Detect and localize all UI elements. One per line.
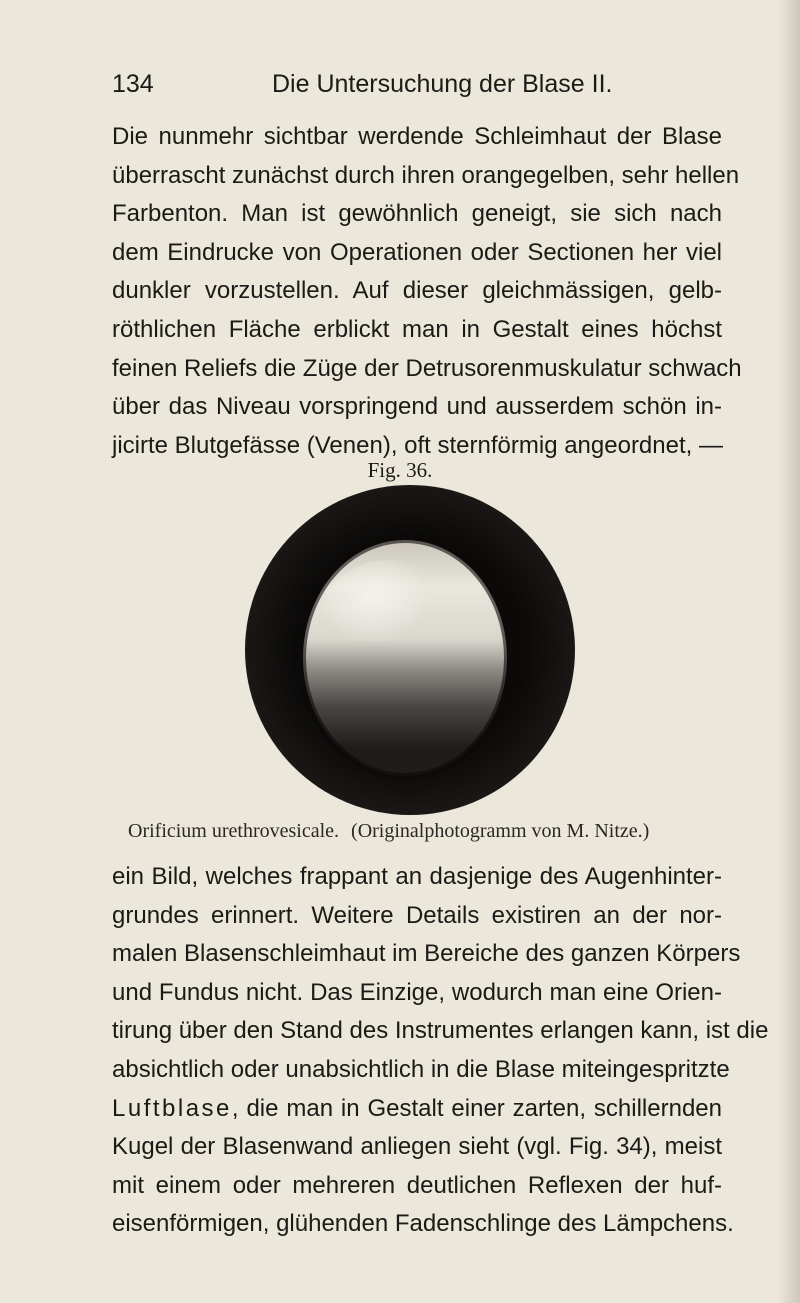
text-line: grundes erinnert. Weitere Details existiren an der nor-	[112, 901, 722, 929]
light-reflex	[320, 560, 460, 680]
text-line: Luftblase, die man in Gestalt einer zarten, schillernden	[112, 1094, 722, 1122]
figure-label: Fig. 36.	[367, 458, 433, 482]
text-line: über das Niveau vorspringend und ausserdem schön in-	[112, 393, 722, 421]
text-line: überrascht zunächst durch ihren orangegelben, sehr hellen	[112, 161, 740, 189]
text-line: dunkler vorzustellen. Auf dieser gleichmässigen, gelb-	[112, 277, 722, 305]
text-line: Farbenton. Man ist gewöhnlich geneigt, sie sich nach	[112, 200, 722, 228]
figure-caption	[128, 820, 728, 843]
text-line: ein Bild, welches frappant an dasjenige des Augenhinter-	[112, 863, 722, 890]
text-line: jicirte Blutgefässe (Venen), oft sternförmig angeordnet, —	[112, 431, 723, 459]
text-line: röthlichen Fläche erblickt man in Gestalt eines höchst	[112, 315, 722, 343]
text-line: dem Eindrucke von Operationen oder Sectionen her viel	[112, 238, 722, 266]
caption-title: Orificium urethrovesicale.	[128, 820, 340, 842]
text-line: und Fundus nicht. Das Einzige, wodurch man eine Orien-	[112, 978, 722, 1006]
running-header	[112, 64, 712, 104]
emphasized-word: Luftblase	[112, 1094, 232, 1122]
caption-credit: (Originalphotogramm von M. Nitze.)	[351, 820, 650, 842]
text-line: eisenförmigen, glühenden Fadenschlinge des Lämpchens.	[112, 1210, 734, 1238]
paragraph-1	[112, 118, 742, 465]
text-line: Die nunmehr sichtbar werdende Schleimhaut der Blase	[112, 123, 722, 150]
text-line: Kugel der Blasenwand anliegen sieht (vgl. Fig. 34), meist	[112, 1133, 722, 1161]
cystoscopic-photograph	[240, 480, 580, 820]
text-line: mit einem oder mehreren deutlichen Reflexen der huf-	[112, 1171, 722, 1199]
page-edge-shadow	[778, 0, 800, 1303]
text-line: absichtlich oder unabsichtlich in die Blase miteingespritzte	[112, 1055, 730, 1083]
text-line: feinen Reliefs die Züge der Detrusorenmuskulatur schwach	[112, 354, 742, 382]
running-title: Die Untersuchung der Blase II.	[272, 70, 613, 98]
text-line: malen Blasenschleimhaut im Bereiche des ganzen Körpers	[112, 940, 741, 968]
text-line: tirung über den Stand des Instrumentes erlangen kann, ist die	[112, 1017, 769, 1045]
page-number: 134	[112, 70, 154, 98]
paragraph-2	[112, 858, 769, 1244]
